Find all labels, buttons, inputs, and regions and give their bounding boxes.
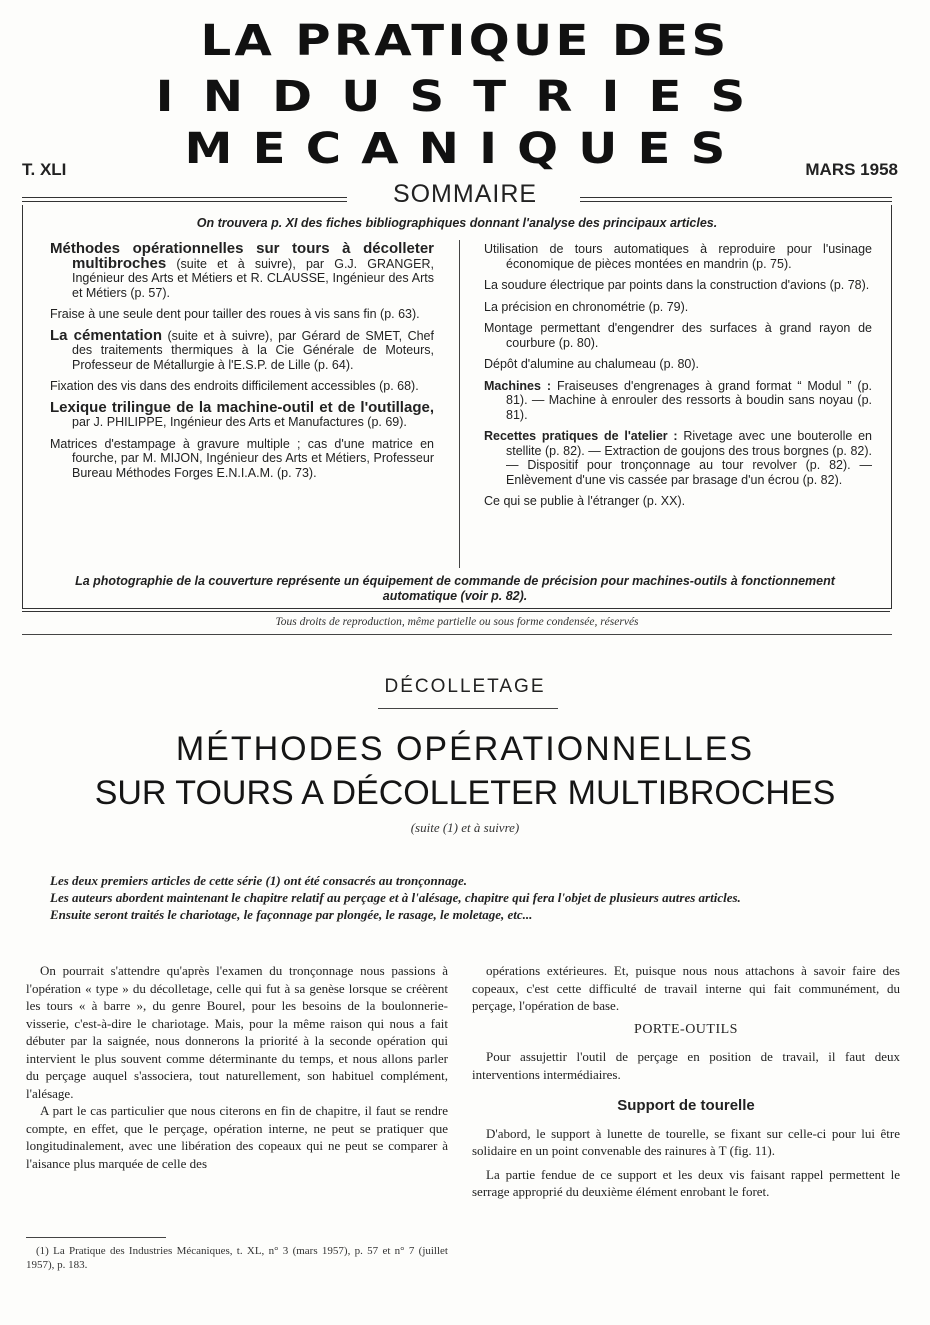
lead-paragraph: Les auteurs abordent maintenant le chapitre relatif au perçage et à l'alésage, chapitre qui fera l'objet de plusieurs autres articles. bbox=[50, 890, 741, 905]
toc-item-rest: (suite et à suivre), par G.J. GRANGER, Ingénieur des Arts et Métiers et R. CLAUSSE, Ingénieur des Arts et Métiers (p. 57). bbox=[72, 256, 434, 300]
toc-item bbox=[50, 398, 434, 430]
toc-item-rest: Fixation des vis dans des endroits difficilement accessibles (p. 68). bbox=[50, 379, 419, 393]
toc-item-rest: Montage permettant d'engendrer des surfaces à grand rayon de courbure (p. 80). bbox=[484, 321, 872, 350]
toc-item bbox=[484, 379, 872, 423]
toc-item bbox=[484, 357, 872, 372]
article-left-column bbox=[26, 962, 448, 1172]
footnote bbox=[26, 1244, 448, 1272]
toc-item bbox=[50, 437, 434, 481]
article-right-column bbox=[472, 962, 900, 1207]
toc-item bbox=[484, 242, 872, 271]
sommaire-right-column bbox=[484, 242, 872, 516]
article-lead bbox=[26, 872, 898, 923]
heading-support-tourelle: Support de tourelle bbox=[617, 1097, 755, 1114]
body-paragraph: A part le cas particulier que nous citerons en fin de chapitre, il faut se rendre compte, en effet, que le perçage, opération interne, ne peut se pratiquer que longitudinalement, avec une libération des copeaux qui ne peut se comparer à l'aisance plus marquée de celle des bbox=[26, 1103, 448, 1171]
sommaire-title: SOMMAIRE bbox=[392, 180, 538, 208]
article-subtitle: (suite (1) et à suivre) bbox=[410, 820, 520, 835]
heading-porte-outils: PORTE-OUTILS bbox=[634, 1021, 738, 1037]
toc-item bbox=[484, 429, 872, 487]
sommaire-intro: On trouvera p. XI des fiches bibliographiques donnant l'analyse des principaux articles. bbox=[196, 216, 718, 230]
toc-item-lead: Recettes pratiques de l'atelier : bbox=[484, 429, 678, 443]
toc-item-rest: Rivetage avec une bouterolle en stellite (p. 82). — Extraction de goujons des trous borgnes (p. 82). — Dispositif pour tronçonnage au tour revolver (p. 82). — Enlèvement d'une vis cassée par brasage d'un écrou (p. 82). bbox=[506, 429, 873, 487]
toc-item-rest: La précision en chronométrie (p. 79). bbox=[484, 299, 689, 314]
masthead-line-2: INDUSTRIES bbox=[155, 72, 775, 122]
toc-item bbox=[50, 379, 434, 394]
toc-item-lead: Machines : bbox=[484, 378, 552, 393]
masthead-line-1: LA PRATIQUE DES bbox=[200, 16, 730, 66]
issue-date: MARS 1958 bbox=[805, 160, 898, 179]
toc-item-rest: Dépôt d'alumine au chalumeau (p. 80). bbox=[484, 357, 700, 371]
body-paragraph: D'abord, le support à lunette de tourelle, se fixant sur celle-ci pour lui être solidaire en un point convenable des rainures à T (fig. 11). bbox=[472, 1125, 900, 1158]
toc-item-lead: Méthodes opérationnelles sur tours à décolleter multibroches bbox=[50, 240, 434, 272]
toc-item-rest: (suite et à suivre), par Gérard de SMET, Chef des traitements thermiques à la Cie Générale de Moteurs, Professeur de Métallurgie à l'E.S.P. de Lille (p. 64). bbox=[72, 328, 434, 372]
toc-item bbox=[484, 494, 872, 509]
body-paragraph: Pour assujettir l'outil de perçage en position de travail, il faut deux interventions intermédiaires. bbox=[472, 1049, 900, 1082]
toc-item-rest: Utilisation de tours automatiques à reproduire pour l'usinage économique de pièces montées en mandrin (p. 75). bbox=[484, 242, 872, 271]
toc-item bbox=[50, 242, 434, 300]
lead-paragraph: Les deux premiers articles de cette série (1) ont été consacrés au tronçonnage. bbox=[50, 873, 468, 888]
toc-item-rest: Ce qui se publie à l'étranger (p. XX). bbox=[484, 494, 686, 508]
footnote-text: (1) La Pratique des Industries Mécaniques, t. XL, n° 3 (mars 1957), p. 57 et n° 7 (juillet 1957), p. 183. bbox=[26, 1245, 448, 1271]
toc-item-rest: Fraiseuses d'engrenages à grand format “ Modul ” (p. 81). — Machine à enrouler des ressorts à boudin sans noyau (p. 81). bbox=[506, 378, 873, 422]
toc-item bbox=[50, 307, 434, 322]
rights-rule-bottom bbox=[22, 634, 892, 635]
rights-notice: Tous droits de reproduction, même partielle ou sous forme condensée, réservés bbox=[275, 616, 639, 628]
toc-item-lead: La cémentation bbox=[50, 326, 162, 344]
toc-item-rest: Fraise à une seule dent pour tailler des roues à vis sans fin (p. 63). bbox=[50, 307, 420, 321]
lead-paragraph: Ensuite seront traités le chariotage, le façonnage par plongée, le rasage, le moletage, etc... bbox=[50, 907, 533, 922]
toc-item bbox=[484, 300, 872, 315]
sommaire-left-column bbox=[50, 242, 434, 487]
volume-label: T. XLI bbox=[22, 160, 67, 179]
toc-item-rest: La soudure électrique par points dans la construction d'avions (p. 78). bbox=[484, 278, 870, 292]
rights-rule-top bbox=[22, 608, 890, 612]
article-title-line-1: MÉTHODES OPÉRATIONNELLES bbox=[175, 730, 755, 768]
article-title-line-2: SUR TOURS A DÉCOLLETER MULTIBROCHES bbox=[94, 774, 836, 812]
toc-item-rest: Matrices d'estampage à gravure multiple ; cas d'une matrice en fourche, par M. MIJON, Ingénieur des Arts et Métiers, Professeur Bureau Méthodes Forges E.N.I.A.M. (p. 73). bbox=[50, 436, 434, 480]
toc-item-rest: par J. PHILIPPE, Ingénieur des Arts et Manufactures (p. 69). bbox=[72, 415, 407, 429]
toc-item bbox=[484, 321, 872, 350]
cover-note: La photographie de la couverture représente un équipement de commande de précision pour machines-outils à fonctionnement automatique (voir p. 82). bbox=[75, 574, 835, 603]
body-paragraph: La partie fendue de ce support et les deux vis faisant rappel permettent le serrage approprié du deuxième élément enrobant le foret. bbox=[472, 1166, 900, 1199]
sommaire-column-divider bbox=[459, 240, 460, 568]
masthead-line-3: MECANIQUES bbox=[184, 124, 746, 174]
footnote-rule bbox=[26, 1237, 166, 1238]
toc-item bbox=[484, 278, 872, 293]
toc-item-lead: Lexique trilingue de la machine-outil et de l'outillage, bbox=[50, 398, 434, 416]
section-rule bbox=[378, 708, 558, 709]
toc-item bbox=[50, 326, 434, 373]
body-paragraph: opérations extérieures. Et, puisque nous nous attachons à savoir faire des copeaux, c'est cette difficulté de travail interne qui fait communément, du perçage, l'opération de base. bbox=[472, 963, 900, 1013]
body-paragraph: On pourrait s'attendre qu'après l'examen du tronçonnage nous passions à l'opération « type » du décolletage, celle qui fut à sa genèse lorsque se créèrent les tours « à barre », du genre Bourel, pour les besoins de la boulonnerie-visserie, c'est-à-dire le chariotage. Mais, pour la même raison qui nous a fait débuter par la saignée, nous donnerons la priorité à la seconde opération qui intervient le plus souvent comme déterminante du temps, et nous allons parler du perçage auquel s'associera, tout naturellement, son habituel complément, l'alésage. bbox=[26, 963, 448, 1101]
section-label: DÉCOLLETAGE bbox=[384, 676, 546, 697]
